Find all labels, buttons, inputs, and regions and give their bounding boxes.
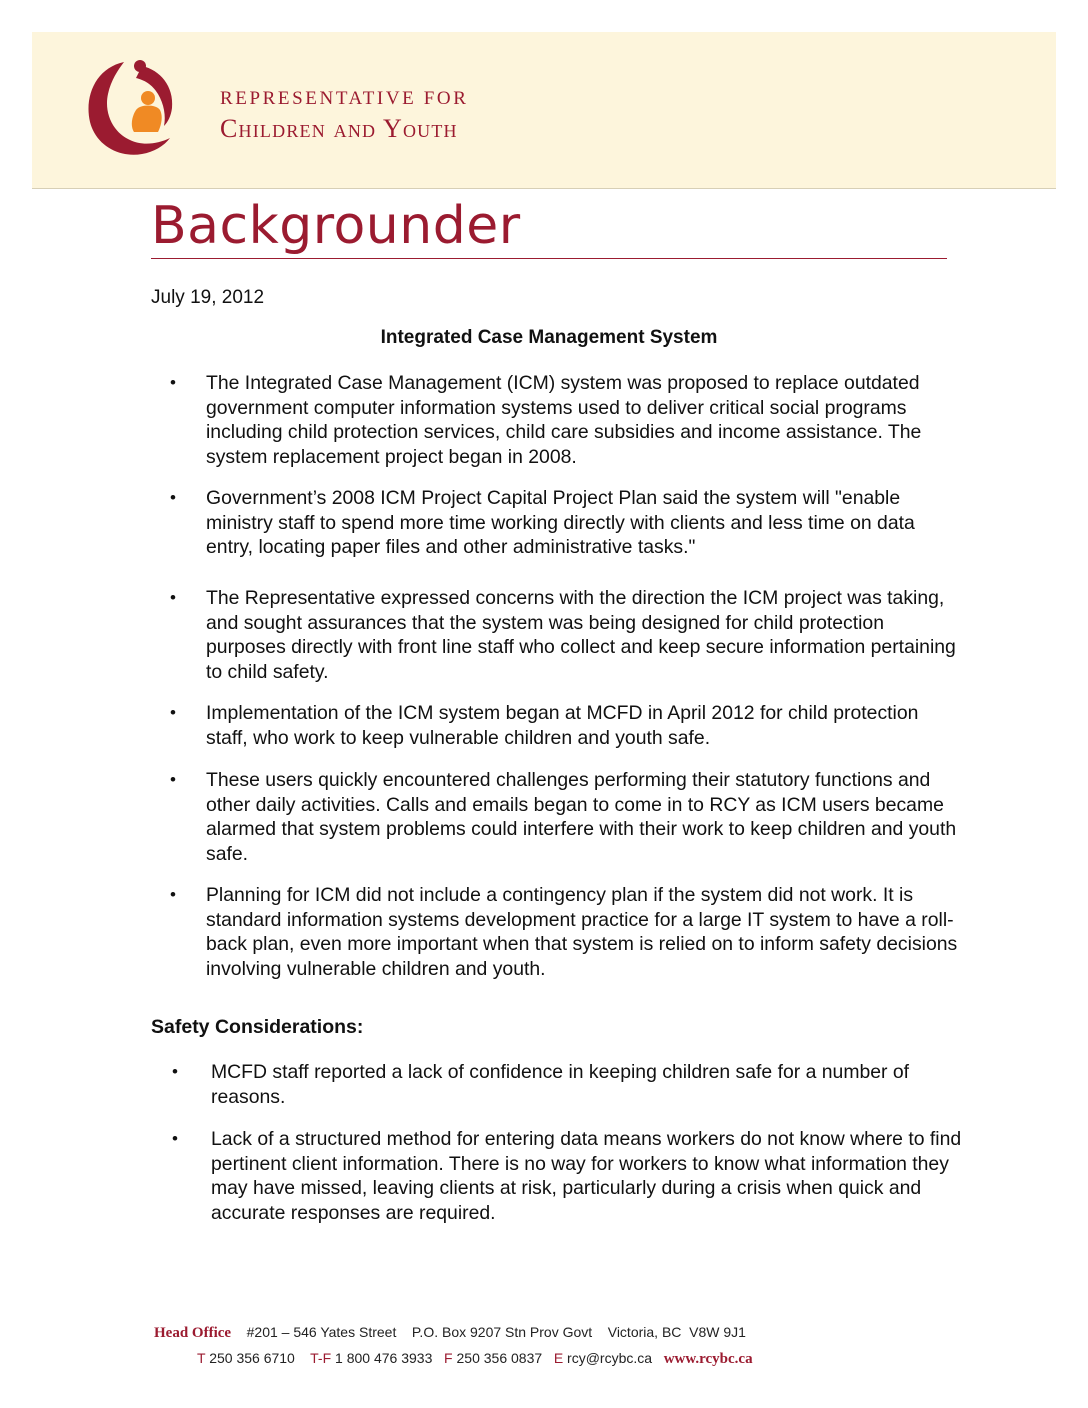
safety-considerations-heading: Safety Considerations: xyxy=(151,1016,364,1038)
tel-number: 250 356 6710 xyxy=(209,1350,295,1366)
document-subtitle: Integrated Case Management System xyxy=(380,327,718,348)
org-name-line1: REPRESENTATIVE FOR xyxy=(220,88,469,109)
header-banner xyxy=(32,32,1056,189)
footer-contact-line xyxy=(197,1350,1057,1368)
email-label: E xyxy=(553,1350,564,1366)
footer-address-line xyxy=(154,1324,1054,1342)
bullet-item: • Implementation of the ICM system began at MCFD in April 2012 for child protection staff, who work to keep vulnerable children and youth safe. xyxy=(170,701,960,750)
bullet-item: • Lack of a structured method for entering data means workers do not know where to find pertinent client information. There is no way for workers to know what information they may have missed, leaving clients at risk, particularly during a crisis when quick and accurate responses are required. xyxy=(172,1127,962,1225)
email-link[interactable]: rcy@rcybc.ca xyxy=(567,1350,653,1366)
bullet-item: • The Representative expressed concerns with the direction the ICM project was taking, and sought assurances that the system was being designed for child protection purposes directly with front line staff who collect and keep secure information pertaining to child safety. xyxy=(170,586,960,684)
document-date: July 19, 2012 xyxy=(151,287,265,308)
org-name-line2: Children and Youth xyxy=(220,114,458,143)
bullet-item: • Government’s 2008 ICM Project Capital Project Plan said the system will "enable ministry staff to spend more time working directly with clients and less time on data entry, locating paper files and other administrative tasks." xyxy=(170,486,960,560)
fax-number: 250 356 0837 xyxy=(456,1350,543,1366)
website-link[interactable]: www.rcybc.ca xyxy=(663,1351,753,1367)
bullet-item: • These users quickly encountered challenges performing their statutory functions and other daily activities. Calls and emails began to come in to RCY as ICM users became alarmed that system problems could interfere with their work to keep children and youth safe. xyxy=(170,768,960,866)
tel-label: T xyxy=(197,1350,206,1366)
head-office-label: Head Office xyxy=(154,1325,232,1341)
footer-address: #201 – 546 Yates Street P.O. Box 9207 Stn Prov Govt Victoria, BC V8W 9J1 xyxy=(246,1324,746,1340)
tollfree-label: T-F xyxy=(310,1350,332,1366)
organization-name xyxy=(220,88,469,144)
fax-label: F xyxy=(444,1350,453,1366)
document-title: Backgrounder xyxy=(151,196,521,256)
title-divider xyxy=(151,258,947,259)
bullet-item: • The Integrated Case Management (ICM) system was proposed to replace outdated government computer information systems used to deliver critical social programs including child protection services, child care subsidies and income assistance. The system replacement project began in 2008. xyxy=(170,371,960,469)
tollfree-number: 1 800 476 3933 xyxy=(335,1350,433,1366)
bullet-item: • Planning for ICM did not include a contingency plan if the system did not work. It is standard information systems development practice for a large IT system to have a roll-back plan, even more important when that system is relied on to inform safety decisions involving vulnerable children and youth. xyxy=(170,883,960,981)
bullet-item: • MCFD staff reported a lack of confidence in keeping children safe for a number of reasons. xyxy=(172,1060,962,1109)
rcy-logo-icon xyxy=(84,56,178,160)
